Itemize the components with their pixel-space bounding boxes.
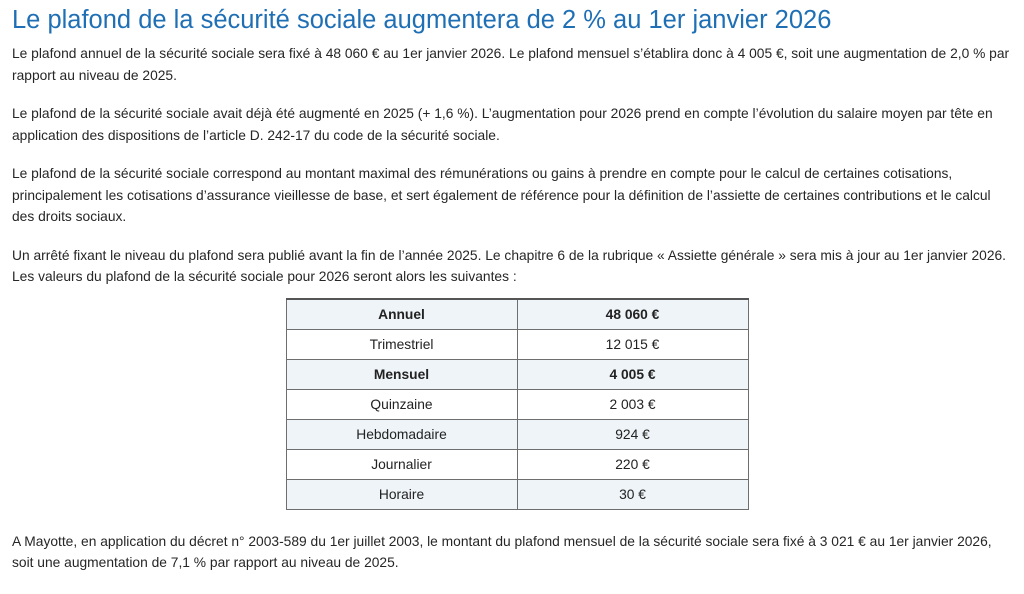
period-cell: Quinzaine <box>286 389 517 419</box>
paragraph-annual-ceiling: Le plafond annuel de la sécurité sociale sera fixé à 48 060 € au 1er janvier 2026. Le plafond mensuel s’établira donc à 4 005 €, soit une augmentation de 2,0 % par rapport au niveau de 2025. <box>12 46 1010 83</box>
paragraph-definition: Le plafond de la sécurité sociale correspond au montant maximal des rémunérations ou gains à prendre en compte pour le calcul de certaines cotisations, principalement les cotisations d’assurance vieillesse de base, et sert également de référence pour la définition de l’assiette de certaines contributions et le calcul des droits sociaux. <box>12 166 991 224</box>
period-cell: Horaire <box>286 479 517 509</box>
period-cell: Mensuel <box>286 359 517 389</box>
table-row <box>286 419 748 449</box>
paragraph-mayotte: A Mayotte, en application du décret n° 2003-589 du 1er juillet 2003, le montant du plafond mensuel de la sécurité sociale sera fixé à 3 021 € au 1er janvier 2026, soit une augmentation de 7,1 % par rapport au niveau de 2025. <box>12 533 992 570</box>
table-row <box>286 449 748 479</box>
paragraph-2025-increase: Le plafond de la sécurité sociale avait déjà été augmenté en 2025 (+ 1,6 %). L’augmentation pour 2026 prend en compte l’évolution du salaire moyen par tête en application des dispositions de l’article D. 242-17 du code de la sécurité sociale. <box>12 106 993 143</box>
value-cell: 924 € <box>517 419 748 449</box>
period-cell: Journalier <box>286 449 517 479</box>
paragraph-arrete: Un arrêté fixant le niveau du plafond sera publié avant la fin de l’année 2025. Le chapitre 6 de la rubrique « Assiette générale » sera mis à jour au 1er janvier 2026. Les valeurs du plafond de la sécurité sociale pour 2026 seront alors les suivantes : <box>12 247 1007 284</box>
table-row <box>286 329 748 359</box>
value-cell: 2 003 € <box>517 389 748 419</box>
value-cell: 48 060 € <box>517 299 748 330</box>
value-cell: 12 015 € <box>517 329 748 359</box>
table-row <box>286 299 748 330</box>
ceiling-table-wrapper <box>12 298 1012 510</box>
period-cell: Trimestriel <box>286 329 517 359</box>
value-cell: 30 € <box>517 479 748 509</box>
table-row <box>286 479 748 509</box>
ceiling-values-table <box>286 298 749 510</box>
value-cell: 220 € <box>517 449 748 479</box>
table-row <box>286 389 748 419</box>
value-cell: 4 005 € <box>517 359 748 389</box>
page-title: Le plafond de la sécurité sociale augmentera de 2 % au 1er janvier 2026 <box>12 6 832 34</box>
table-row <box>286 359 748 389</box>
period-cell: Annuel <box>286 299 517 330</box>
period-cell: Hebdomadaire <box>286 419 517 449</box>
